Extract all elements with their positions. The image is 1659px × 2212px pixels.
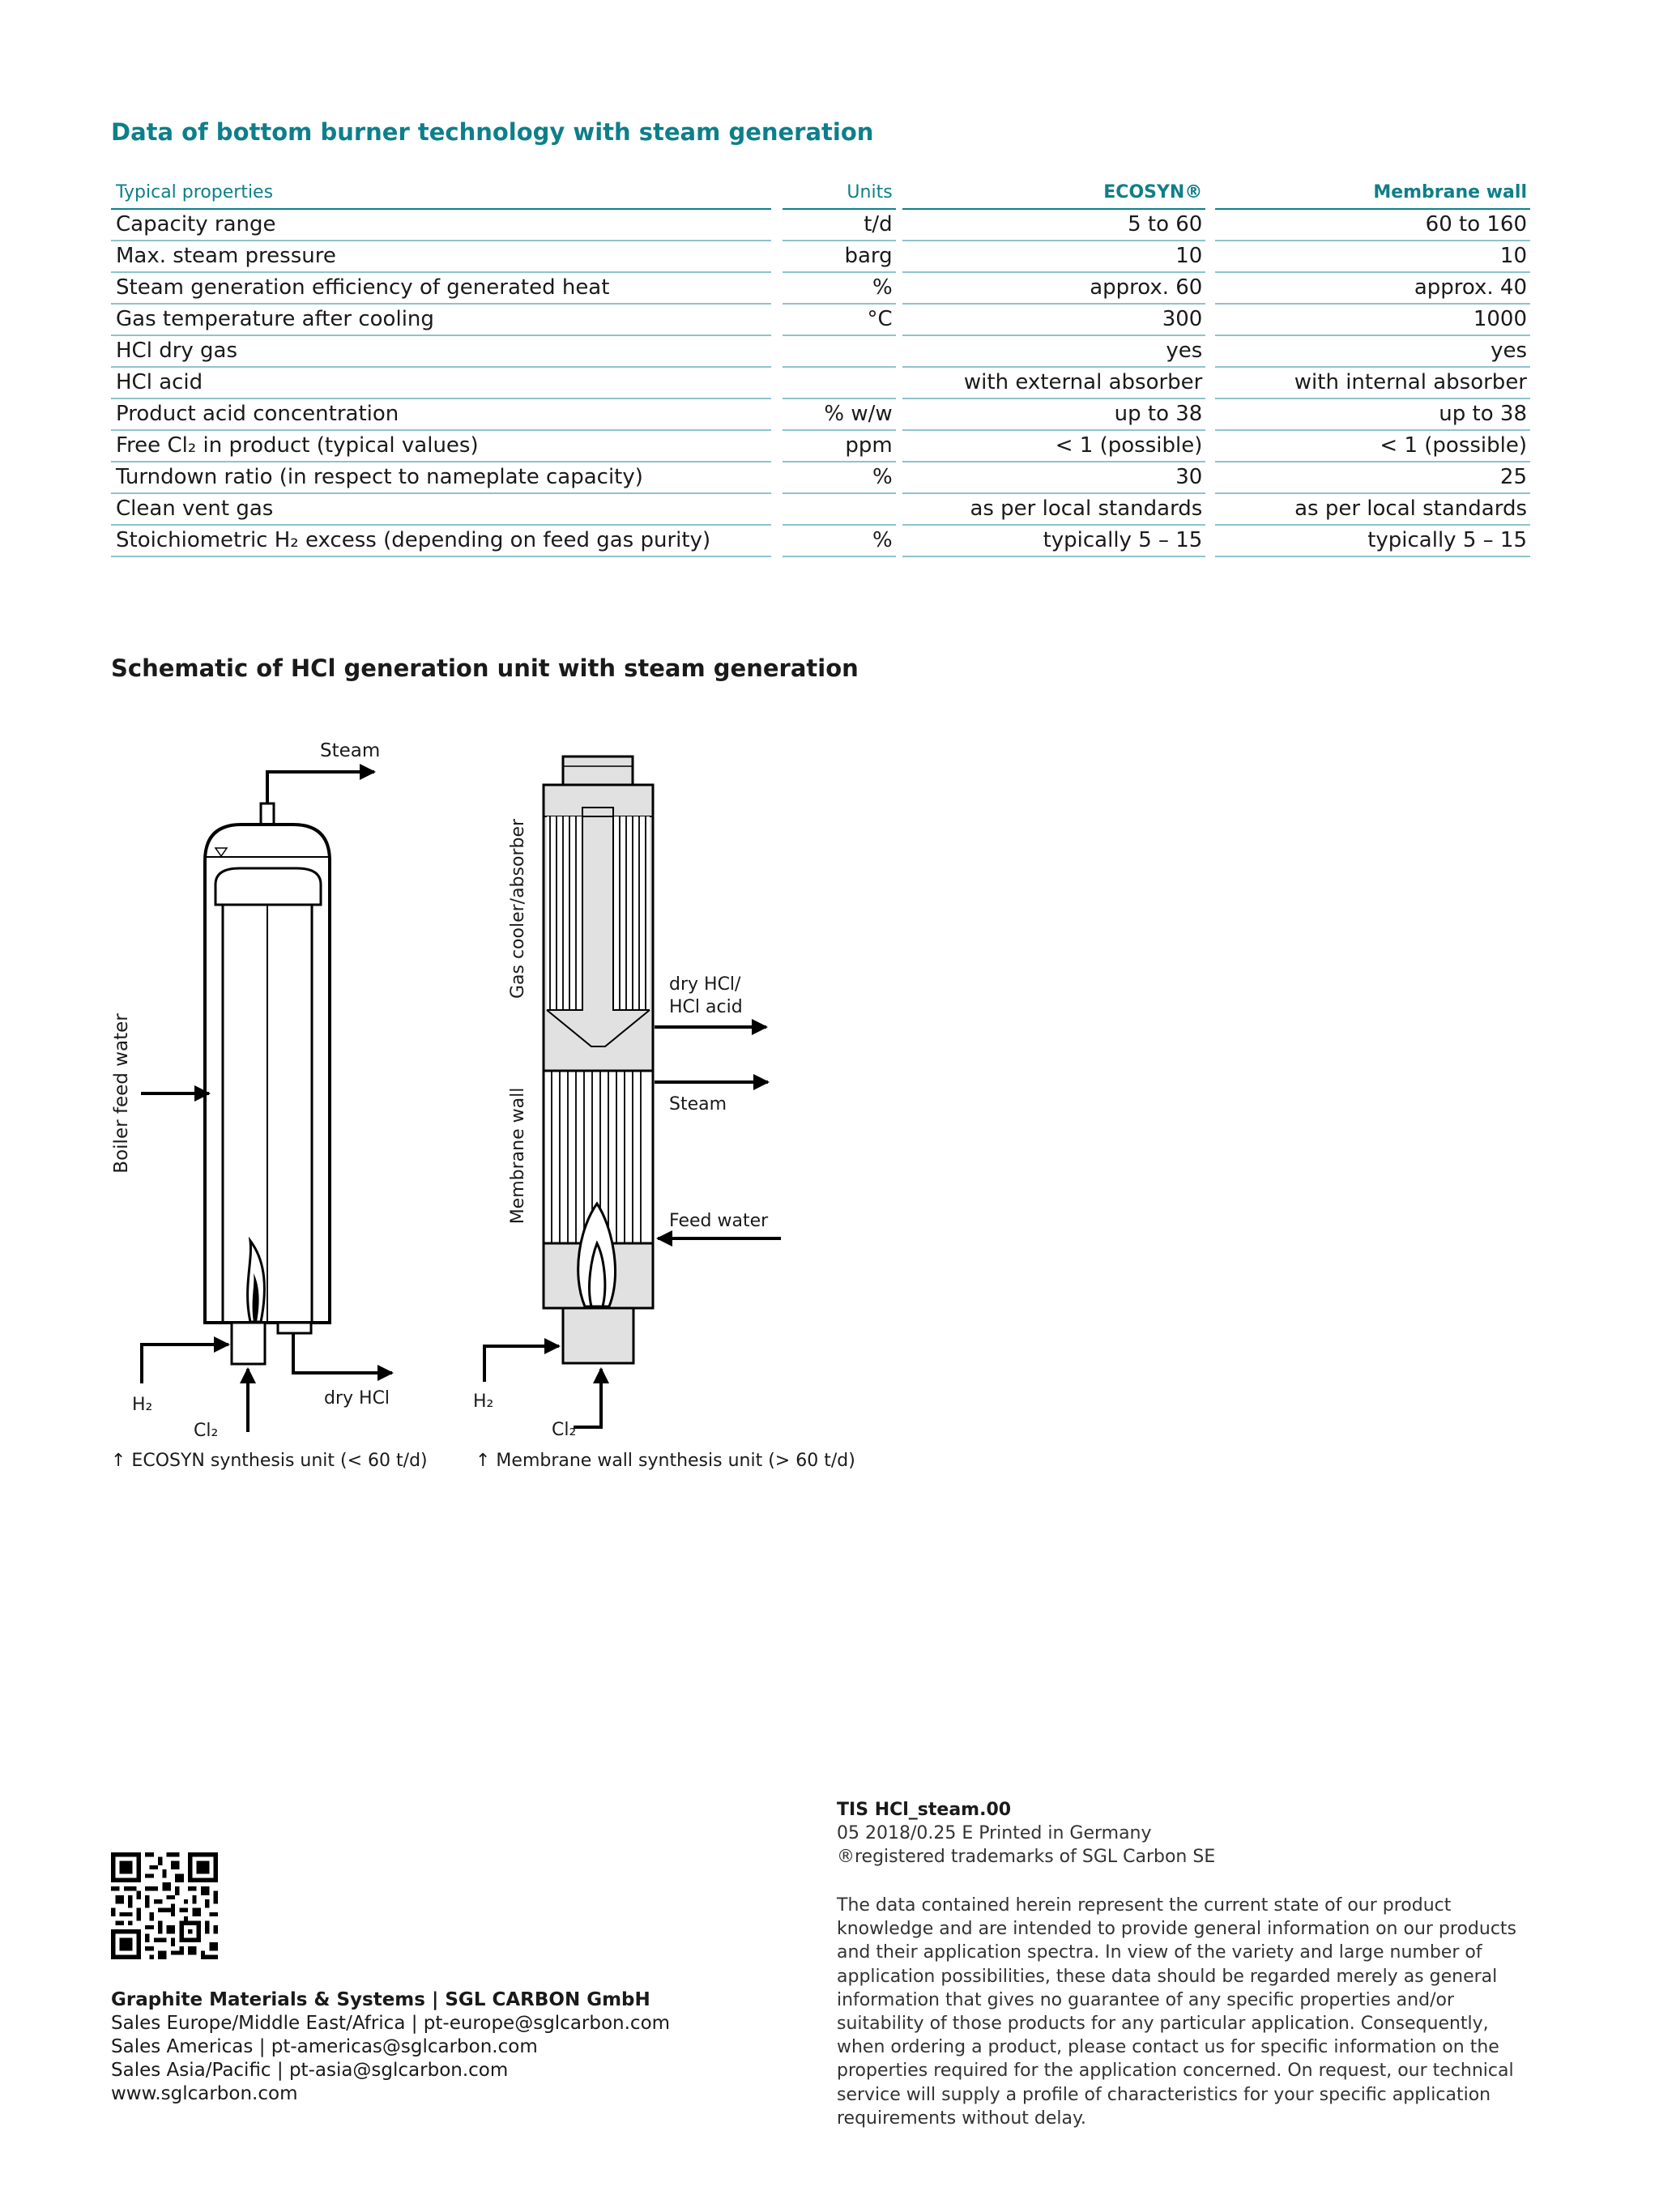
label-dry-hcl-line1: dry HCl/ (669, 974, 741, 995)
schematic-title: Schematic of HCl generation unit with steam generation (111, 654, 859, 682)
cell-property: Product acid concentration (111, 401, 771, 431)
header-membrane-wall: Membrane wall (1215, 180, 1530, 210)
cell-membrane: < 1 (possible) (1215, 433, 1530, 462)
cell-ecosyn: approx. 60 (902, 275, 1206, 305)
cell-unit: barg (783, 243, 896, 273)
label-steam-right: Steam (669, 1094, 727, 1115)
burner-nozzle (232, 1323, 265, 1364)
dry-hcl-outlet-arrow (293, 1333, 392, 1373)
cell-property: Clean vent gas (111, 496, 771, 526)
cell-membrane: 1000 (1215, 306, 1530, 336)
cell-membrane: yes (1215, 338, 1530, 368)
cell-membrane: up to 38 (1215, 401, 1530, 431)
label-cl2-right: Cl₂ (552, 1420, 577, 1440)
cell-property: Gas temperature after cooling (111, 306, 771, 336)
cell-unit: % w/w (783, 401, 896, 431)
label-membrane-wall: Membrane wall (508, 1087, 528, 1225)
website: www.sglcarbon.com (111, 2083, 298, 2104)
qr-code-icon (111, 1852, 218, 1959)
tis-block (837, 1798, 1215, 1869)
cell-property: Free Cl₂ in product (typical values) (111, 433, 771, 462)
cell-property: Max. steam pressure (111, 243, 771, 273)
contact-asia: Sales Asia/Pacific | pt-asia@sglcarbon.com (111, 2060, 509, 2081)
cell-property: Turndown ratio (in respect to nameplate capacity) (111, 464, 771, 494)
dry-hcl-nozzle (278, 1323, 311, 1333)
cell-ecosyn: yes (902, 338, 1206, 368)
cell-membrane: approx. 40 (1215, 275, 1530, 305)
cell-unit: % (783, 275, 896, 305)
cell-membrane: as per local standards (1215, 496, 1530, 526)
cell-ecosyn: 10 (902, 243, 1206, 273)
cell-property: Steam generation efficiency of generated heat (111, 275, 771, 305)
cell-unit: ppm (783, 433, 896, 462)
top-cap (563, 757, 633, 785)
membrane-wall-unit (484, 757, 781, 1427)
cell-ecosyn: up to 38 (902, 401, 1206, 431)
disclaimer: The data contained herein represent the current state of our product knowledge and are intended to provide general information on our products and their application spectra. In view of the variety and large number of application possibilities, these data should be regarded merely as general information that gives no guarantee of any specific properties and/or suitability of those products for any particular application. Consequently, when ordering a product, please contact us for specific information on the properties required for the application concerned. On request, our technical service will supply a profile of characteristics for your specific application requirements without delay. (837, 1895, 1516, 2129)
cell-unit: °C (783, 306, 896, 336)
contact-block (111, 1988, 670, 2106)
label-steam-left: Steam (320, 740, 381, 761)
h2-inlet-arrow (484, 1346, 559, 1382)
cl2-inlet-arrow (574, 1369, 601, 1427)
cell-property: HCl acid (111, 369, 771, 399)
label-h2-right: H₂ (473, 1392, 494, 1412)
tis-code: TIS HCl_steam.00 (837, 1800, 1012, 1820)
label-gas-cooler-absorber: Gas cooler/absorber (508, 818, 528, 999)
label-feed-water: Feed water (669, 1211, 769, 1231)
cell-unit: % (783, 464, 896, 494)
cell-ecosyn: 5 to 60 (902, 211, 1206, 241)
inner-dome (215, 868, 321, 905)
cell-membrane: with internal absorber (1215, 369, 1530, 399)
cell-membrane: 25 (1215, 464, 1530, 494)
label-h2-left: H₂ (132, 1395, 153, 1415)
cell-ecosyn: < 1 (possible) (902, 433, 1206, 462)
burner-block (563, 1308, 633, 1363)
tis-trademark: ®registered trademarks of SGL Carbon SE (837, 1847, 1216, 1867)
caption-membrane-wall-unit: ↑ Membrane wall synthesis unit (> 60 t/d) (476, 1451, 855, 1471)
table-title: Data of bottom burner technology with steam generation (111, 118, 874, 146)
caption-ecosyn-unit: ↑ ECOSYN synthesis unit (< 60 t/d) (111, 1451, 428, 1471)
cell-property: Capacity range (111, 211, 771, 241)
cell-unit: t/d (783, 211, 896, 241)
company-name: Graphite Materials & Systems | SGL CARBON GmbH (111, 1989, 650, 2010)
cell-ecosyn: with external absorber (902, 369, 1206, 399)
cell-membrane: typically 5 – 15 (1215, 527, 1530, 557)
contact-americas: Sales Americas | pt-americas@sglcarbon.com (111, 2036, 538, 2057)
tis-print-info: 05 2018/0.25 E Printed in Germany (837, 1823, 1152, 1843)
label-dry-hcl-left: dry HCl (324, 1388, 390, 1409)
steam-outlet-arrow (267, 772, 374, 803)
cell-unit: % (783, 527, 896, 557)
contact-europe: Sales Europe/Middle East/Africa | pt-europe@sglcarbon.com (111, 2013, 671, 2034)
cell-ecosyn: typically 5 – 15 (902, 527, 1206, 557)
label-cl2-left: Cl₂ (194, 1421, 219, 1441)
header-ecosyn: ECOSYN® (902, 180, 1206, 210)
cell-property: HCl dry gas (111, 338, 771, 368)
header-units: Units (783, 180, 896, 210)
label-boiler-feed-water: Boiler feed water (111, 1013, 132, 1174)
cell-ecosyn: as per local standards (902, 496, 1206, 526)
inlet-header (582, 808, 613, 816)
cell-ecosyn: 30 (902, 464, 1206, 494)
h2-inlet-arrow (142, 1345, 228, 1383)
cell-property: Stoichiometric H₂ excess (depending on feed gas purity) (111, 527, 771, 557)
steam-nozzle (261, 803, 274, 825)
cell-membrane: 10 (1215, 243, 1530, 273)
ecosyn-unit (141, 772, 392, 1432)
cell-ecosyn: 300 (902, 306, 1206, 336)
label-dry-hcl-line2: HCl acid (669, 997, 743, 1017)
header-typical-properties: Typical properties (111, 180, 771, 210)
cell-membrane: 60 to 160 (1215, 211, 1530, 241)
